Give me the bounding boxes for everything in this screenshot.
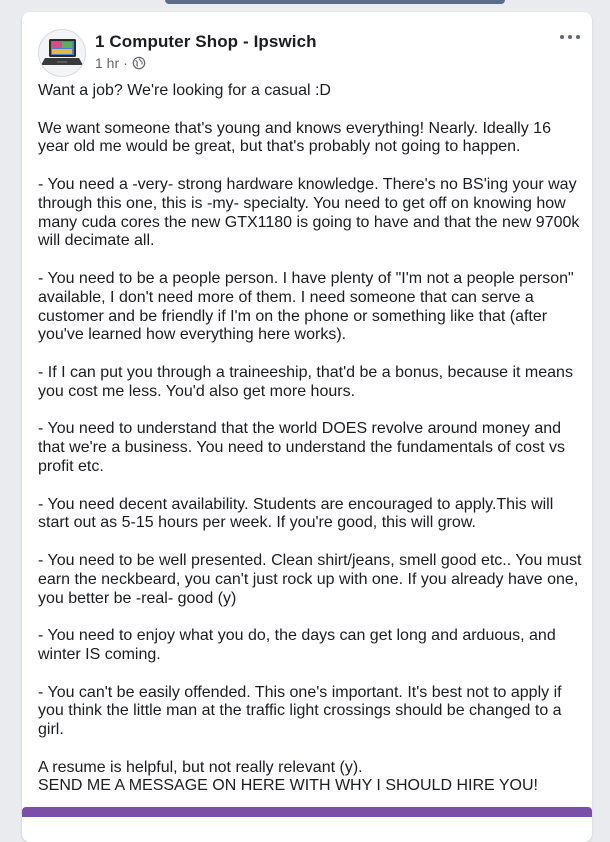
more-dot	[576, 35, 580, 39]
globe-icon[interactable]	[132, 56, 146, 70]
meta-separator: ·	[123, 55, 128, 71]
post-paragraph: - If I can put you through a traineeship, that'd be a bonus, because it means you cost me less. You'd also get more hours.	[38, 363, 578, 400]
more-dot	[568, 35, 572, 39]
page-name-link[interactable]: 1 Computer Shop - Ipswich	[95, 32, 317, 51]
post-paragraph: - You need a -very- strong hardware knowledge. There's no BS'ing your way through this one, this is -my- specialty. You need to get off on knowing how many cuda cores the new GTX1180 is going to have and that the new 9700k will decimate all.	[38, 175, 584, 250]
more-options-icon[interactable]	[560, 32, 580, 42]
post-paragraph: - You can't be easily offended. This one's important. It's best not to apply if you think the little man at the traffic light crossings should be changed to a girl.	[38, 683, 567, 739]
page-avatar[interactable]	[38, 29, 86, 77]
post-paragraph: Want a job? We're looking for a casual :D	[38, 82, 331, 99]
post-meta	[95, 55, 146, 71]
post-paragraph: A resume is helpful, but not really relevant (y). SEND ME A MESSAGE ON HERE WITH WHY I SHOULD HIRE YOU!	[38, 758, 538, 795]
post-timestamp[interactable]: 1 hr	[95, 55, 120, 71]
post-paragraph: - You need to understand that the world DOES revolve around money and that we're a business. You need to understand the fundamentals of cost vs profit etc.	[38, 420, 570, 475]
post-card	[22, 12, 592, 842]
post-paragraph: - You need to be a people person. I have plenty of "I'm not a people person" available, I don't need more of them. I need someone that can serve a customer and be friendly if I'm on the phone or something like that (after you've learned how everything here works).	[38, 269, 579, 344]
attachment-preview-edge	[22, 807, 592, 817]
post-paragraph: We want someone that's young and knows everything! Nearly. Ideally 16 year old me would be great, but that's probably not going to happen.	[38, 119, 556, 156]
more-dot	[560, 35, 564, 39]
laptop-icon	[39, 30, 85, 76]
post-paragraph: - You need to enjoy what you do, the days can get long and arduous, and winter IS coming.	[38, 627, 561, 663]
post-message	[38, 82, 586, 815]
post-header	[22, 12, 592, 82]
post-paragraph: - You need to be well presented. Clean shirt/jeans, smell good etc.. You must earn the neckbeard, you can't just rock up with one. If you already have one, you better be -real- good (y)	[38, 551, 586, 607]
post-paragraph: - You need decent availability. Students are encouraged to apply.This will start out as 5-15 hours per week. If you're good, this will grow.	[38, 495, 558, 532]
top-bar-fragment	[165, 0, 505, 4]
